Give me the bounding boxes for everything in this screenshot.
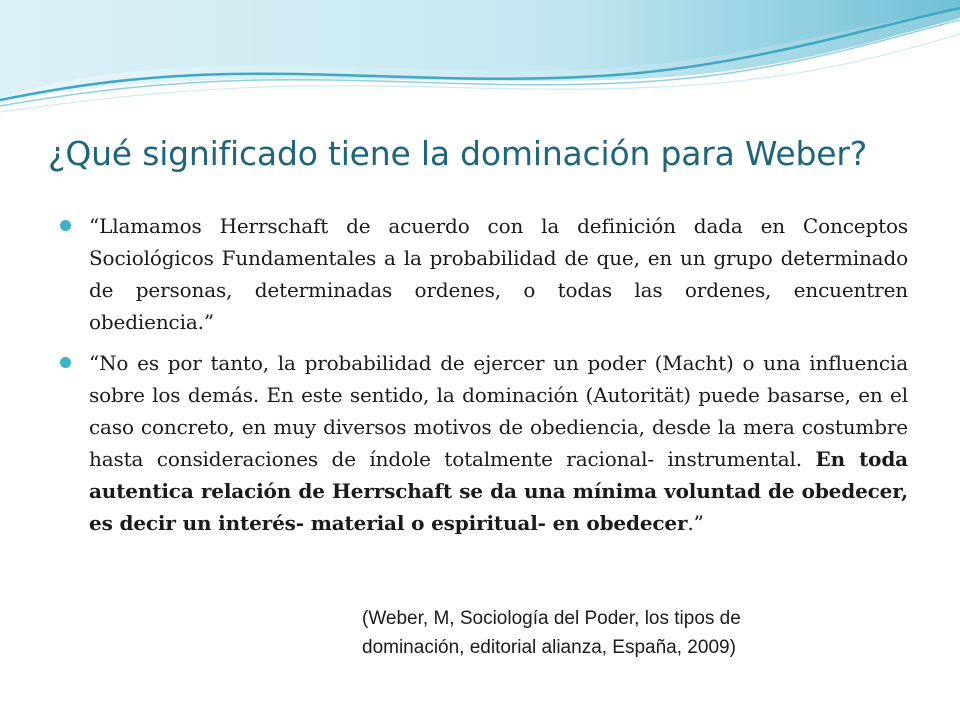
- bullet-item-dominacion-motivos: [56, 347, 908, 539]
- bullet-dot-icon: [60, 220, 71, 231]
- bullet-text: “Llamamos Herrschaft de acuerdo con la definición dada en Conceptos Sociológicos Fundamentales a la probabilidad de que, en un grupo determinado de personas, determinadas ordenes, o todas las ordenes, encuentren obediencia.”: [89, 214, 908, 334]
- bullet-text: “No es por tanto, la probabilidad de ejercer un poder (Macht) o una influencia sobre los demás. En este sentido, la dominación (Autorität) puede basarse, en el caso concreto, en muy diversos motivos de obediencia, desde la mera costumbre hasta consideraciones de índole totalmente racional- instrumental.: [89, 351, 908, 471]
- bullet-list: [56, 210, 908, 539]
- header-wave-decoration: [0, 0, 960, 120]
- citation: [362, 604, 882, 662]
- citation-line: (Weber, M, Sociología del Poder, los tipos de: [362, 608, 741, 629]
- bullet-dot-icon: [60, 357, 71, 368]
- slide-title: ¿Qué significado tiene la dominación para Weber?: [48, 134, 868, 173]
- bullet-bold-text: En toda autentica relación de Herrschaft se da una mínima voluntad de obedecer, es decir un interés- material o espiritual- en obedecer: [89, 447, 908, 535]
- bullet-text-end: .”: [687, 511, 704, 535]
- bullet-item-herrschaft-definition: [56, 210, 908, 338]
- citation-line: dominación, editorial alianza, España, 2009): [362, 637, 736, 658]
